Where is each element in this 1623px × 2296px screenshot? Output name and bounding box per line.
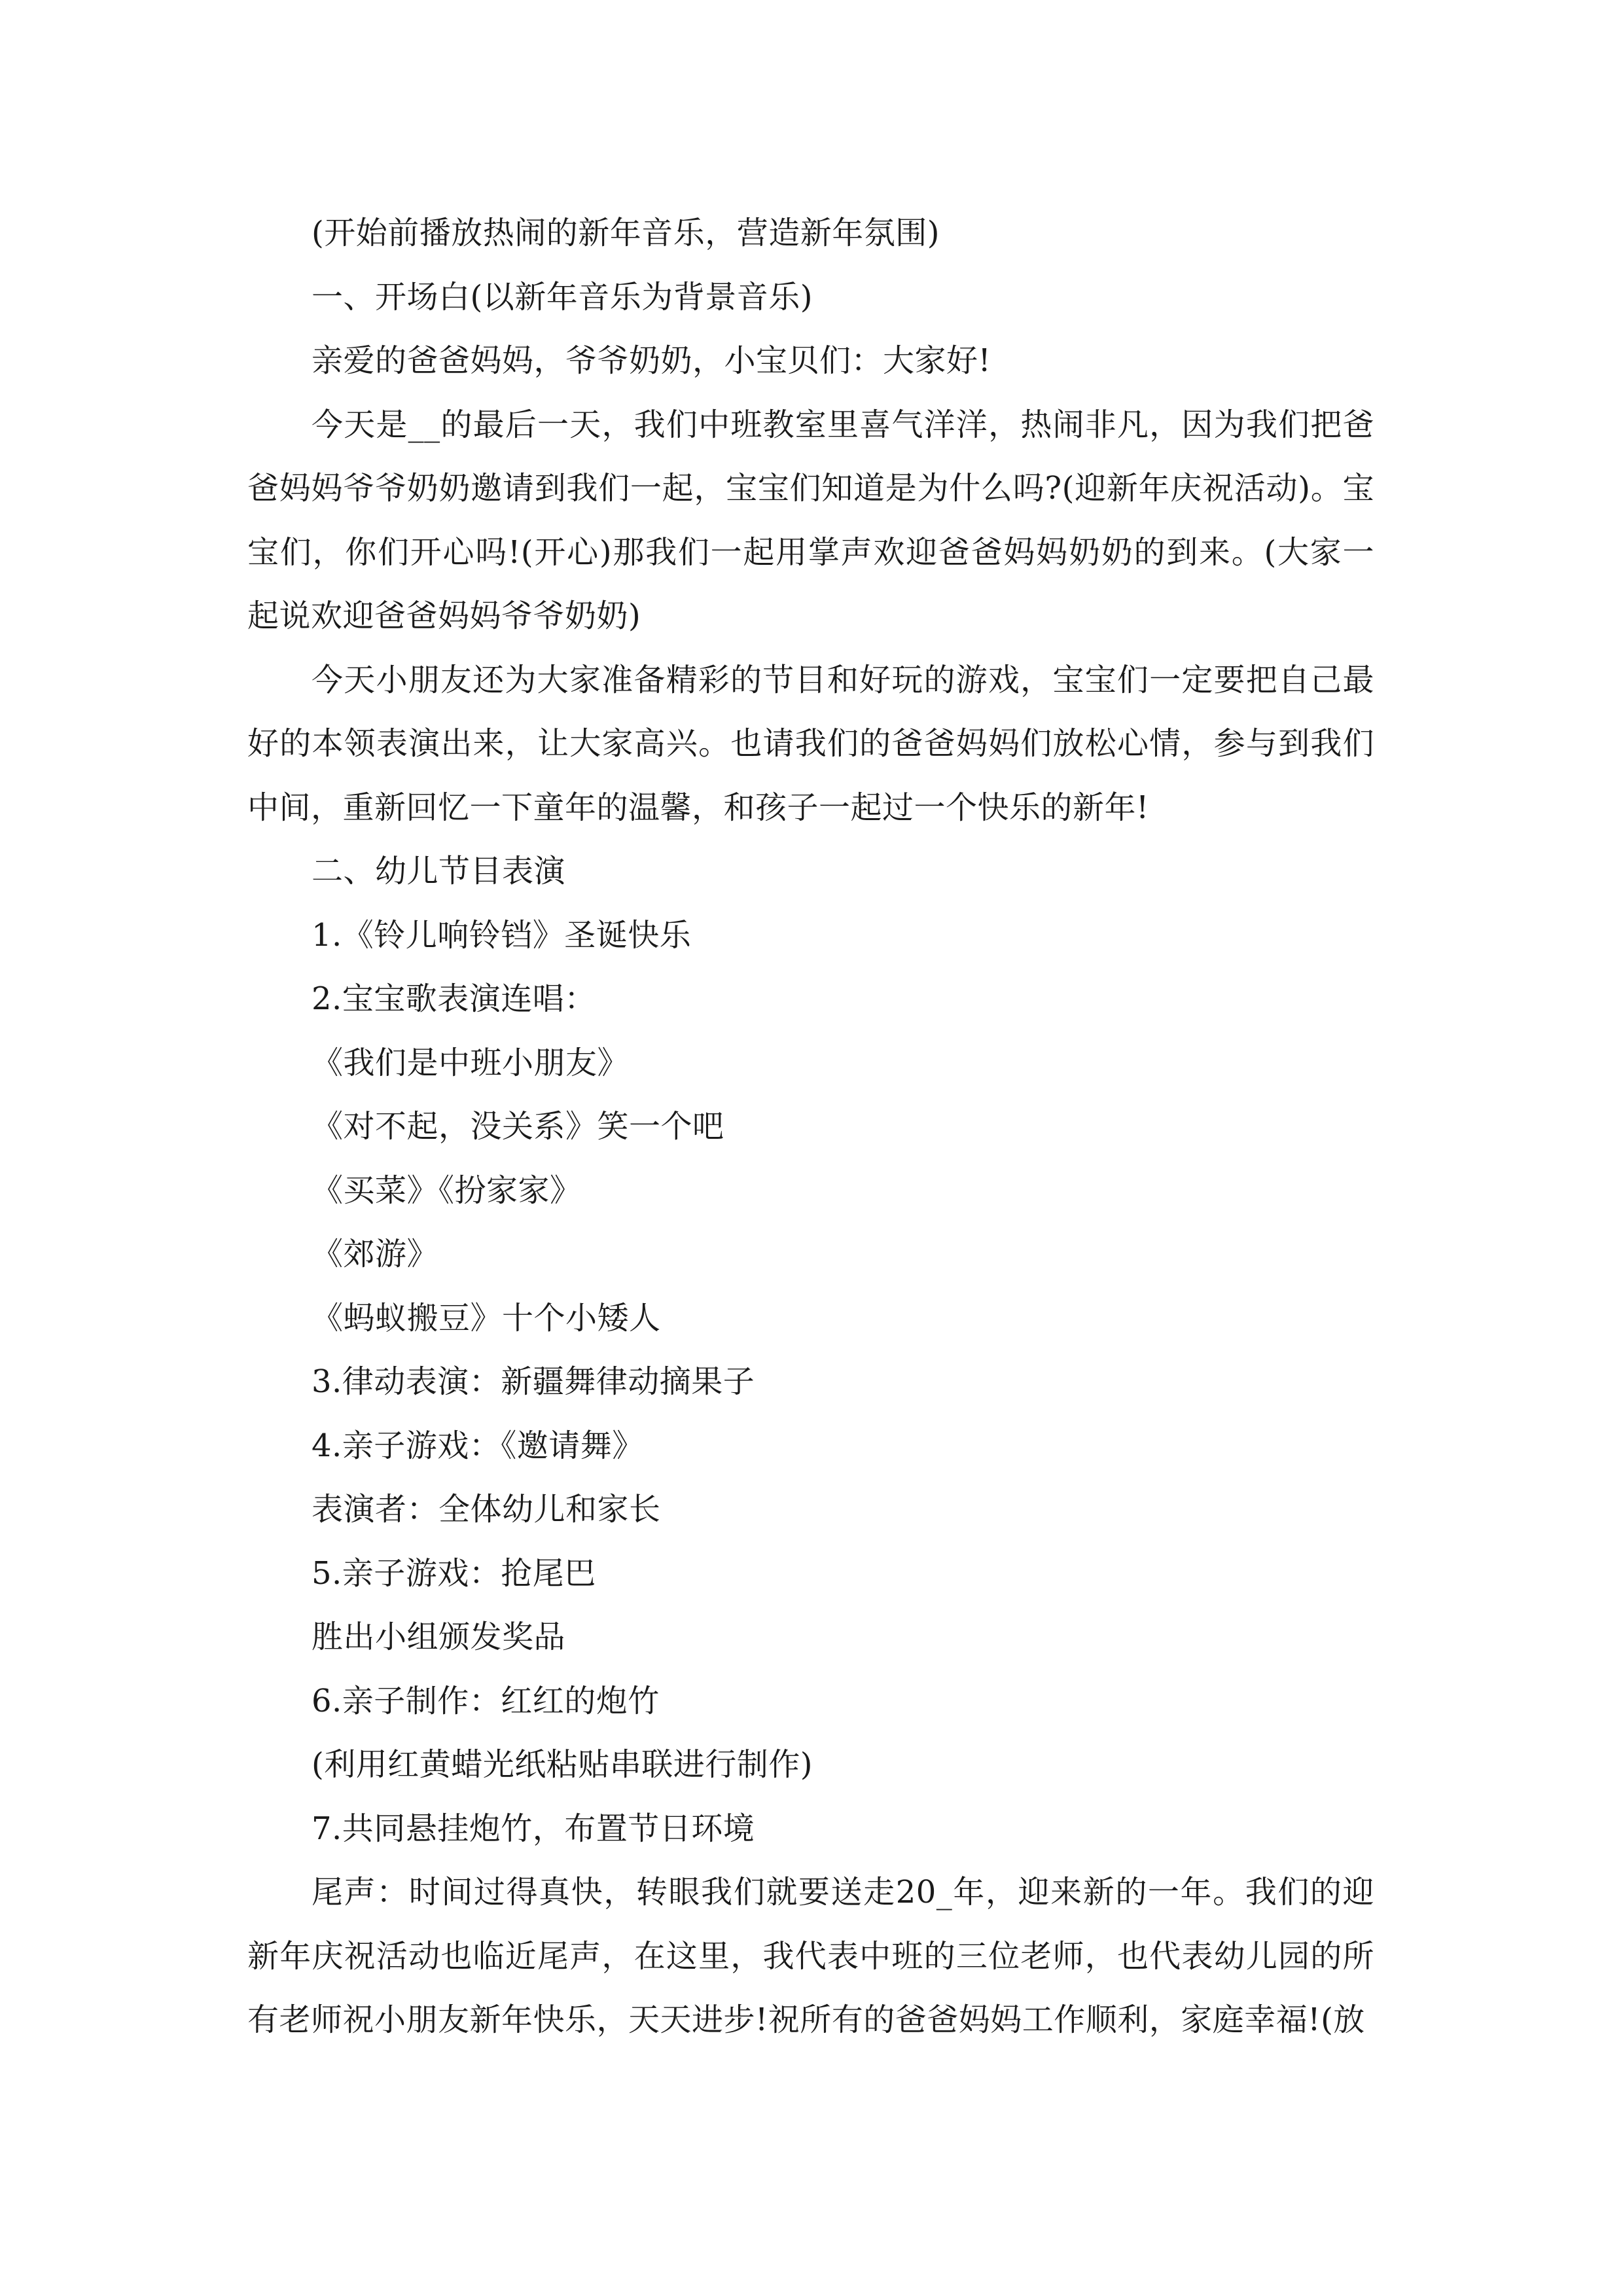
program-item-5: 5.亲子游戏：抢尾巴 <box>312 1554 596 1592</box>
song-item: 《我们是中班小朋友》 <box>312 1044 630 1081</box>
program-item-3: 3.律动表演：新疆舞律动摘果子 <box>312 1363 755 1400</box>
program-item-2: 2.宝宝歌表演连唱： <box>312 980 596 1017</box>
program-item-7: 7.共同悬挂炮竹，布置节日环境 <box>312 1810 755 1847</box>
paragraph-intro-music: (开始前播放热闹的新年音乐，营造新年氛围) <box>312 215 940 251</box>
paragraph-greeting: 亲爱的爸爸妈妈，爷爷奶奶，小宝贝们：大家好! <box>312 342 991 379</box>
section-heading-opening: 一、开场白(以新年音乐为背景音乐) <box>312 278 813 315</box>
program-item-6: 6.亲子制作：红红的炮竹 <box>312 1682 660 1719</box>
section-heading-performances: 二、幼儿节目表演 <box>312 853 566 889</box>
program-item-1: 1.《铃儿响铃铛》圣诞快乐 <box>312 916 692 954</box>
performers-line: 表演者：全体幼儿和家长 <box>312 1491 661 1528</box>
song-item: 《蚂蚁搬豆》十个小矮人 <box>312 1299 661 1336</box>
program-item-4: 4.亲子游戏：《邀请舞》 <box>312 1427 644 1464</box>
song-item: 《对不起，没关系》笑一个吧 <box>312 1108 724 1145</box>
song-item: 《买菜》《扮家家》 <box>312 1172 582 1209</box>
paragraph-today: 今天是__的最后一天，我们中班教室里喜气洋洋，热闹非凡，因为我们把爸爸妈妈爷爷奶奶邀请到我们一起，宝宝们知道是为什么吗?(迎新年庆祝活动)。宝宝们，你们开心吗!(开心)那我们一起用掌声欢迎爸爸妈妈奶奶的到来。(大家一起说欢迎爸爸妈妈爷爷奶奶) <box>247 406 1374 634</box>
prize-line: 胜出小组颁发奖品 <box>312 1619 566 1655</box>
craft-note: (利用红黄蜡光纸粘贴串联进行制作) <box>312 1746 813 1783</box>
song-item: 《郊游》 <box>312 1236 439 1272</box>
paragraph-program-intro: 今天小朋友还为大家准备精彩的节目和好玩的游戏，宝宝们一定要把自己最好的本领表演出来，让大家高兴。也请我们的爸爸妈妈们放松心情，参与到我们中间，重新回忆一下童年的温馨，和孩子一起过一个快乐的新年! <box>247 661 1374 826</box>
paragraph-closing: 尾声：时间过得真快，转眼我们就要送走20_年，迎来新的一年。我们的迎新年庆祝活动也临近尾声，在这里，我代表中班的三位老师，也代表幼儿园的所有老师祝小朋友新年快乐，天天进步!祝所有的爸爸妈妈工作顺利，家庭幸福!(放 <box>247 1874 1374 2038</box>
document-body <box>247 202 1374 2053</box>
